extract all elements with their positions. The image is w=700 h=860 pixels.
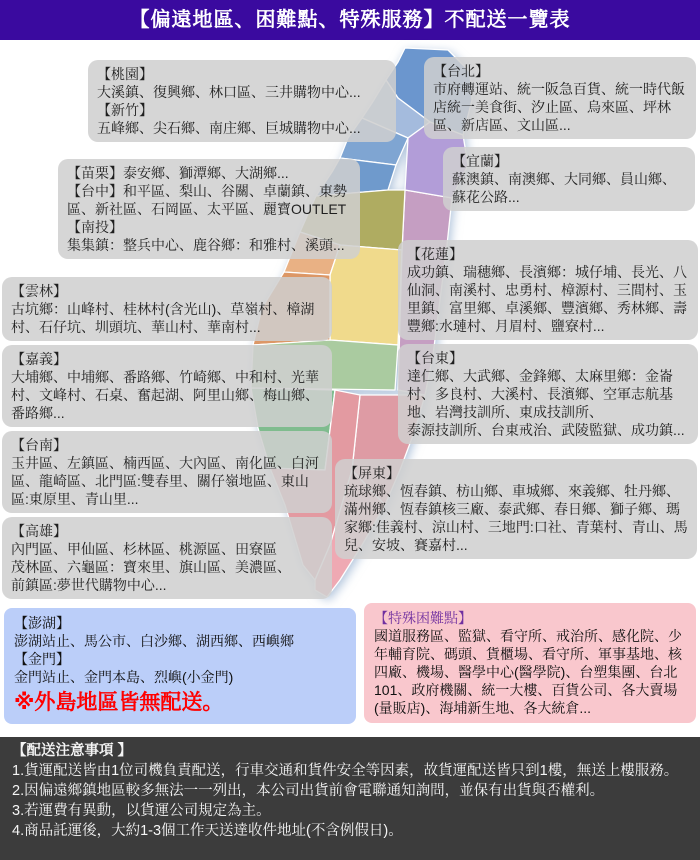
text-line: 蘇澳鎮、南澳鄉、大同鄉、員山鄉、蘇花公路... [452,171,676,205]
region-box-taipei [424,57,696,139]
delivery-notes-title: 【配送注意事項 】 [12,743,133,759]
text-line: 五峰鄉、尖石鄉、南庄鄉、巨城購物中心... [97,120,361,136]
text-line: 1.貨運配送皆由1位司機負責配送，行車交通和貨件安全等因素，故貨運配送皆只到1樓，無送上樓服務。 [12,763,679,779]
region-box-yilan [443,147,695,211]
region-box-kaohsiung [2,517,332,599]
special-box-title: 【特殊困難點】 [374,610,472,626]
text-line: 【台南】 [11,437,67,453]
special-box-body: 國道服務區、監獄、看守所、戒治所、感化院、少年輔育院、碼頭、貨櫃場、看守所、軍事基地、核四廠、機場、醫學中心(醫學院)、台塑集團、台北101、政府機關、統一大樓、百貨公司、各大賣場(量販店)、海埔新生地、各大統倉... [374,628,682,716]
map-region-nantou [330,245,402,345]
text-line: 玉井區、左鎮區、楠西區、大內區、南化區、白河區、龍崎區、北門區:雙春里、關仔嶺地區、東山區:東原里、青山里... [11,455,319,507]
region-box-yunlin [2,277,332,341]
page-title: 【偏遠地區、困難點、特殊服務】不配送一覽表 [0,0,700,40]
west-column [2,277,332,603]
outlying-islands-list [14,614,346,686]
text-line: 【南投】 [67,219,123,235]
text-line: 【花蓮】 [407,246,463,262]
text-line: 【金門】 [14,651,70,667]
text-line: 琉球鄉、恆春鎮、枋山鄉、車城鄉、來義鄉、牡丹鄉、滿州鄉、恆春鎮核三廠、泰武鄉、春日鄉、獅子鄉、瑪家鄉:佳義村、涼山村、三地門:口社、青葉村、青山、馬兒、安坡、賽嘉村... [344,483,688,553]
region-box-miaoli-taichung-nantou [58,159,360,259]
text-line: 內門區、甲仙區、杉林區、桃源區、田寮區 [11,541,277,557]
text-line: 【台東】 [407,350,463,366]
text-line: 泰源技訓所、台東戒治、武陵監獄、成功鎮... [407,422,685,438]
outlying-islands-box [4,608,356,724]
text-line: 大埔鄉、中埔鄉、番路鄉、竹崎鄉、中和村、光華村、文峰村、石桌、奮起湖、阿里山鄉、梅山鄉、番路鄉... [11,369,319,421]
text-line: 成功鎮、瑞穗鄉、長濱鄉：城仔埔、長光、八仙洞、南溪村、忠勇村、樟源村、三間村、玉里鎮、富里鄉、卓溪鄉、豐濱鄉、秀林鄉、壽豐鄉:水璉村、月眉村、鹽寮村... [407,264,687,334]
text-line: 【屏東】 [344,465,400,481]
text-line: 【高雄】 [11,523,67,539]
text-line: 【嘉義】 [11,351,67,367]
text-line: 3.若運費有異動，以貨運公司規定為主。 [12,803,271,819]
text-line: 茂林區、六龜區：寶來里、旗山區、美濃區、 [11,559,291,575]
text-line: 金門站止、金門本島、烈嶼(小金門) [14,669,234,685]
text-line: 【台北】 [433,63,489,79]
text-line: 古坑鄉：山峰村、桂林村(含光山)、草嶺村、樟湖村、石仔坑、圳頭坑、華山村、華南村... [11,301,315,335]
no-delivery-warning: ※外島地區皆無配送。 [14,691,224,714]
delivery-notes-list [12,761,688,841]
region-box-tainan [2,431,332,513]
text-line: 4.商品託運後，大約1-3個工作天送達收件地址(不含例假日)。 [12,823,403,839]
region-box-taitung [398,344,698,444]
text-line: 【苗栗】泰安鄉、獅潭鄉、大湖鄉... [67,165,289,181]
text-line: 前鎮區:夢世代購物中心... [11,577,167,593]
text-line: 澎湖站止、馬公市、白沙鄉、湖西鄉、西嶼鄉 [14,633,294,649]
region-box-hualien [398,240,698,340]
text-line: 大溪鎮、復興鄉、林口區、三井購物中心... [97,84,361,100]
text-line: 【澎湖】 [14,615,70,631]
region-box-pingtung [335,459,697,559]
east-column [398,240,698,448]
text-line: 【台中】和平區、梨山、谷關、卓蘭鎮、東勢區、新社區、石岡區、太平區、麗寶OUTLET [67,183,347,217]
text-line: 集集鎮：整兵中心、鹿谷鄉：和雅村、溪頭... [67,237,345,253]
delivery-notes-section [0,737,700,860]
text-line: 達仁鄉、大武鄉、金鋒鄉、太麻里鄉：金崙村、多良村、大溪村、長濱鄉、空軍志航基地、岩灣技訓所、東成技訓所、 [407,368,673,420]
text-line: 【宜蘭】 [452,153,508,169]
text-line: 【新竹】 [97,102,153,118]
region-box-chiayi [2,345,332,427]
text-line: 2.因偏遠鄉鎮地區較多無法一一列出，本公司出貨前會電聯通知詢問，並保有出貨與否權利。 [12,783,605,799]
text-line: 【桃園】 [97,66,153,82]
special-difficult-points-box [364,603,696,723]
region-box-taoyuan-hsinchu [88,60,396,142]
text-line: 市府轉運站、統一阪急百貨、統一時代飯店統一美食街、汐止區、烏來區、坪林區、新店區、文山區... [433,81,685,133]
text-line: 【雲林】 [11,283,67,299]
